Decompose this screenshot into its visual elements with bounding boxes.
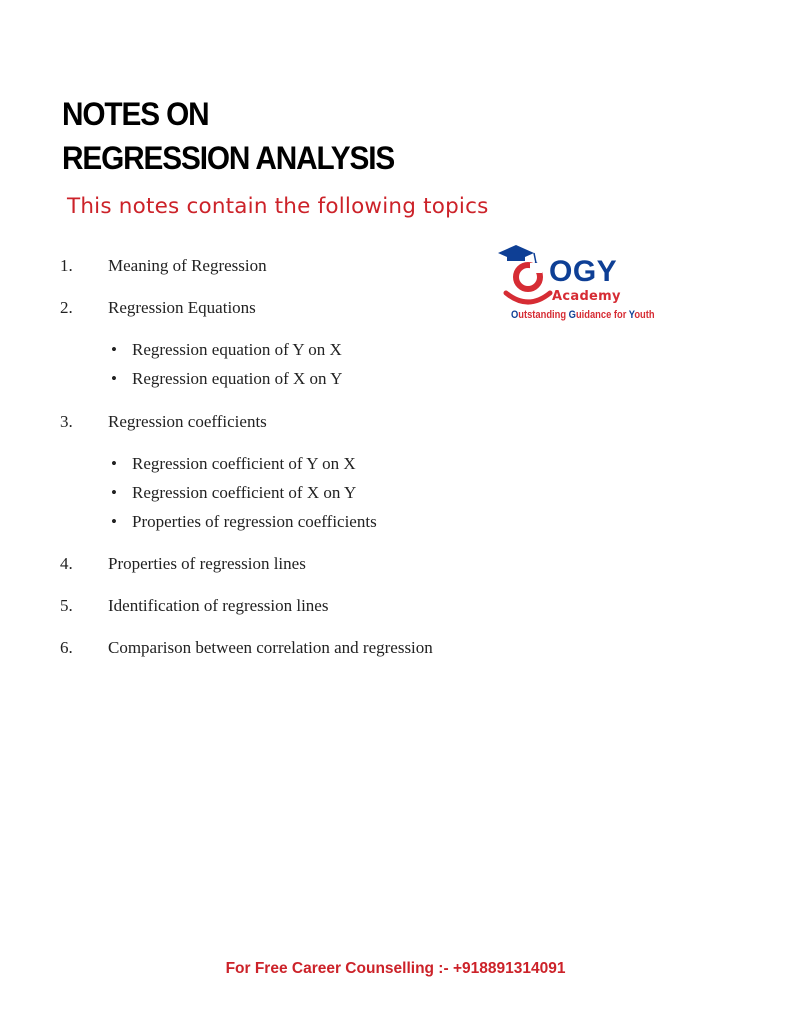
topic-number: 6. [60, 638, 73, 657]
bullet-icon: • [111, 340, 117, 359]
topic-number: 4. [60, 554, 73, 573]
topic-number: 3. [60, 412, 73, 431]
title-line-1: NOTES ON [62, 96, 209, 132]
topic-label: Comparison between correlation and regression [108, 638, 433, 657]
bullet-icon: • [111, 483, 117, 502]
title-line-2: REGRESSION ANALYSIS [62, 140, 395, 176]
tagline-initial: Y [628, 309, 635, 321]
topic-number: 1. [60, 256, 73, 275]
subtopic-label: Regression coefficient of X on Y [132, 483, 357, 502]
subtopic-label: Regression equation of X on Y [132, 369, 343, 388]
subtopic-label: Properties of regression coefficients [132, 512, 377, 531]
logo-subname: Academy [552, 289, 621, 304]
topic-label: Regression Equations [108, 298, 256, 317]
footer-contact: For Free Career Counselling :- +918891314091 [225, 960, 566, 977]
bullet-icon: • [111, 512, 117, 531]
topic-label: Regression coefficients [108, 412, 267, 431]
logo-name: OGY [549, 255, 618, 288]
subtopic-label: Regression coefficient of Y on X [132, 454, 356, 473]
tagline-word: uidance for [575, 309, 629, 321]
ogy-academy-logo [494, 241, 654, 326]
document-subtitle: This notes contain the following topics [67, 194, 489, 219]
topic-label: Meaning of Regression [108, 256, 267, 275]
tagline-initial: G [568, 309, 576, 321]
tagline-initial: O [511, 309, 519, 321]
document-title [62, 92, 394, 180]
subtopic-label: Regression equation of Y on X [132, 340, 342, 359]
bullet-icon: • [111, 369, 117, 388]
topic-number: 5. [60, 596, 73, 615]
topic-label: Identification of regression lines [108, 596, 329, 615]
topic-label: Properties of regression lines [108, 554, 306, 573]
tagline-word: outh [634, 309, 655, 321]
topic-number: 2. [60, 298, 73, 317]
graduation-cap-ring-icon [494, 241, 554, 311]
bullet-icon: • [111, 454, 117, 473]
tagline-word: utstanding [518, 309, 569, 321]
logo-tagline [511, 309, 655, 321]
